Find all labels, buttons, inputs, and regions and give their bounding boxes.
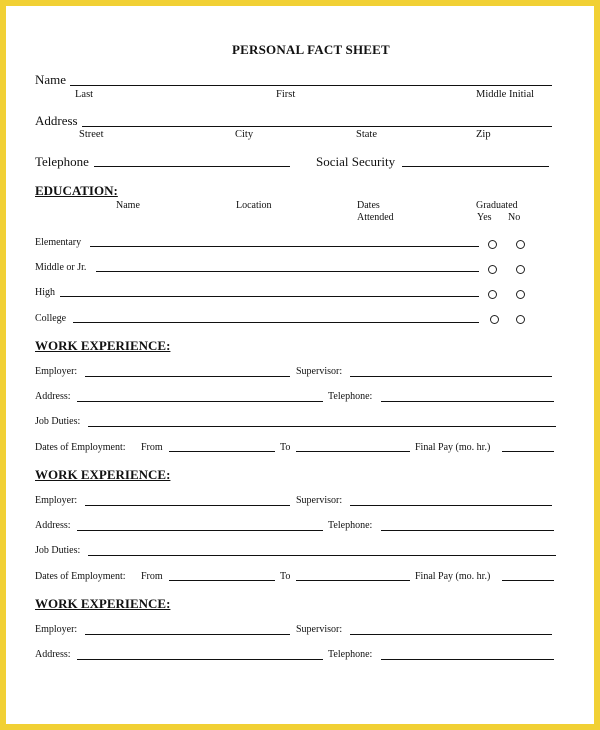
name-sub-middle: Middle Initial [476, 89, 535, 100]
supervisor-field[interactable] [350, 505, 552, 506]
education-row-field[interactable] [96, 271, 479, 272]
final-pay-label: Final Pay (mo. hr.) [415, 442, 491, 453]
work-address-field[interactable] [77, 401, 323, 402]
supervisor-label: Supervisor: [296, 624, 343, 635]
work-experience-heading: WORK EXPERIENCE: [35, 596, 171, 611]
education-row-field[interactable] [90, 246, 479, 247]
from-field[interactable] [169, 451, 275, 452]
graduated-no-radio[interactable] [516, 290, 525, 299]
name-field[interactable] [70, 85, 552, 86]
to-label: To [280, 571, 291, 582]
graduated-yes-radio[interactable] [488, 240, 497, 249]
education-row-label: Elementary [35, 237, 82, 248]
supervisor-field[interactable] [350, 376, 552, 377]
address-field[interactable] [82, 126, 552, 127]
supervisor-label: Supervisor: [296, 495, 343, 506]
to-field[interactable] [296, 451, 410, 452]
work-telephone-field[interactable] [381, 659, 554, 660]
work-telephone-field[interactable] [381, 530, 554, 531]
education-col-graduated: Graduated [476, 200, 518, 211]
education-col-yes: Yes [477, 212, 492, 223]
education-col-location: Location [236, 200, 272, 211]
education-col-no: No [508, 212, 521, 223]
graduated-no-radio[interactable] [516, 265, 525, 274]
address-sub-street: Street [79, 129, 104, 140]
education-row-field[interactable] [60, 296, 479, 297]
work-experience-heading: WORK EXPERIENCE: [35, 338, 171, 353]
supervisor-label: Supervisor: [296, 366, 343, 377]
graduated-no-radio[interactable] [516, 315, 525, 324]
address-sub-state: State [356, 129, 377, 140]
final-pay-field[interactable] [502, 580, 554, 581]
job-duties-field[interactable] [88, 426, 556, 427]
to-label: To [280, 442, 291, 453]
education-col-attended: Attended [357, 212, 394, 223]
form-page [6, 6, 594, 724]
education-col-name: Name [116, 200, 140, 211]
employer-field[interactable] [85, 634, 290, 635]
education-row-field[interactable] [73, 322, 479, 323]
address-sub-city: City [235, 129, 254, 140]
education-heading: EDUCATION: [35, 183, 118, 198]
work-telephone-label: Telephone: [328, 520, 373, 531]
education-col-dates: Dates [357, 200, 380, 211]
education-row-label: High [35, 287, 55, 298]
address-sub-zip: Zip [476, 129, 491, 140]
ssn-field[interactable] [402, 166, 549, 167]
work-telephone-field[interactable] [381, 401, 554, 402]
employer-field[interactable] [85, 376, 290, 377]
work-telephone-label: Telephone: [328, 391, 373, 402]
graduated-yes-radio[interactable] [490, 315, 499, 324]
from-label: From [141, 571, 163, 582]
work-address-label: Address: [35, 391, 71, 402]
telephone-field[interactable] [94, 166, 290, 167]
to-field[interactable] [296, 580, 410, 581]
work-address-label: Address: [35, 649, 71, 660]
graduated-yes-radio[interactable] [488, 290, 497, 299]
work-experience-heading: WORK EXPERIENCE: [35, 467, 171, 482]
employer-field[interactable] [85, 505, 290, 506]
work-telephone-label: Telephone: [328, 649, 373, 660]
work-address-field[interactable] [77, 530, 323, 531]
job-duties-field[interactable] [88, 555, 556, 556]
final-pay-label: Final Pay (mo. hr.) [415, 571, 491, 582]
graduated-yes-radio[interactable] [488, 265, 497, 274]
work-address-field[interactable] [77, 659, 323, 660]
final-pay-field[interactable] [502, 451, 554, 452]
job-duties-label: Job Duties: [35, 545, 81, 556]
dates-of-employment-label: Dates of Employment: [35, 571, 126, 582]
graduated-no-radio[interactable] [516, 240, 525, 249]
address-label: Address [35, 113, 78, 128]
work-address-label: Address: [35, 520, 71, 531]
page-title: PERSONAL FACT SHEET [232, 42, 390, 57]
telephone-label: Telephone [35, 154, 89, 169]
name-sub-first: First [276, 89, 296, 100]
from-label: From [141, 442, 163, 453]
education-row-label: College [35, 313, 67, 324]
ssn-label: Social Security [316, 154, 396, 169]
from-field[interactable] [169, 580, 275, 581]
employer-label: Employer: [35, 366, 78, 377]
supervisor-field[interactable] [350, 634, 552, 635]
name-label: Name [35, 72, 67, 87]
employer-label: Employer: [35, 495, 78, 506]
education-row-label: Middle or Jr. [35, 262, 87, 273]
employer-label: Employer: [35, 624, 78, 635]
dates-of-employment-label: Dates of Employment: [35, 442, 126, 453]
job-duties-label: Job Duties: [35, 416, 81, 427]
name-sub-last: Last [75, 89, 94, 100]
